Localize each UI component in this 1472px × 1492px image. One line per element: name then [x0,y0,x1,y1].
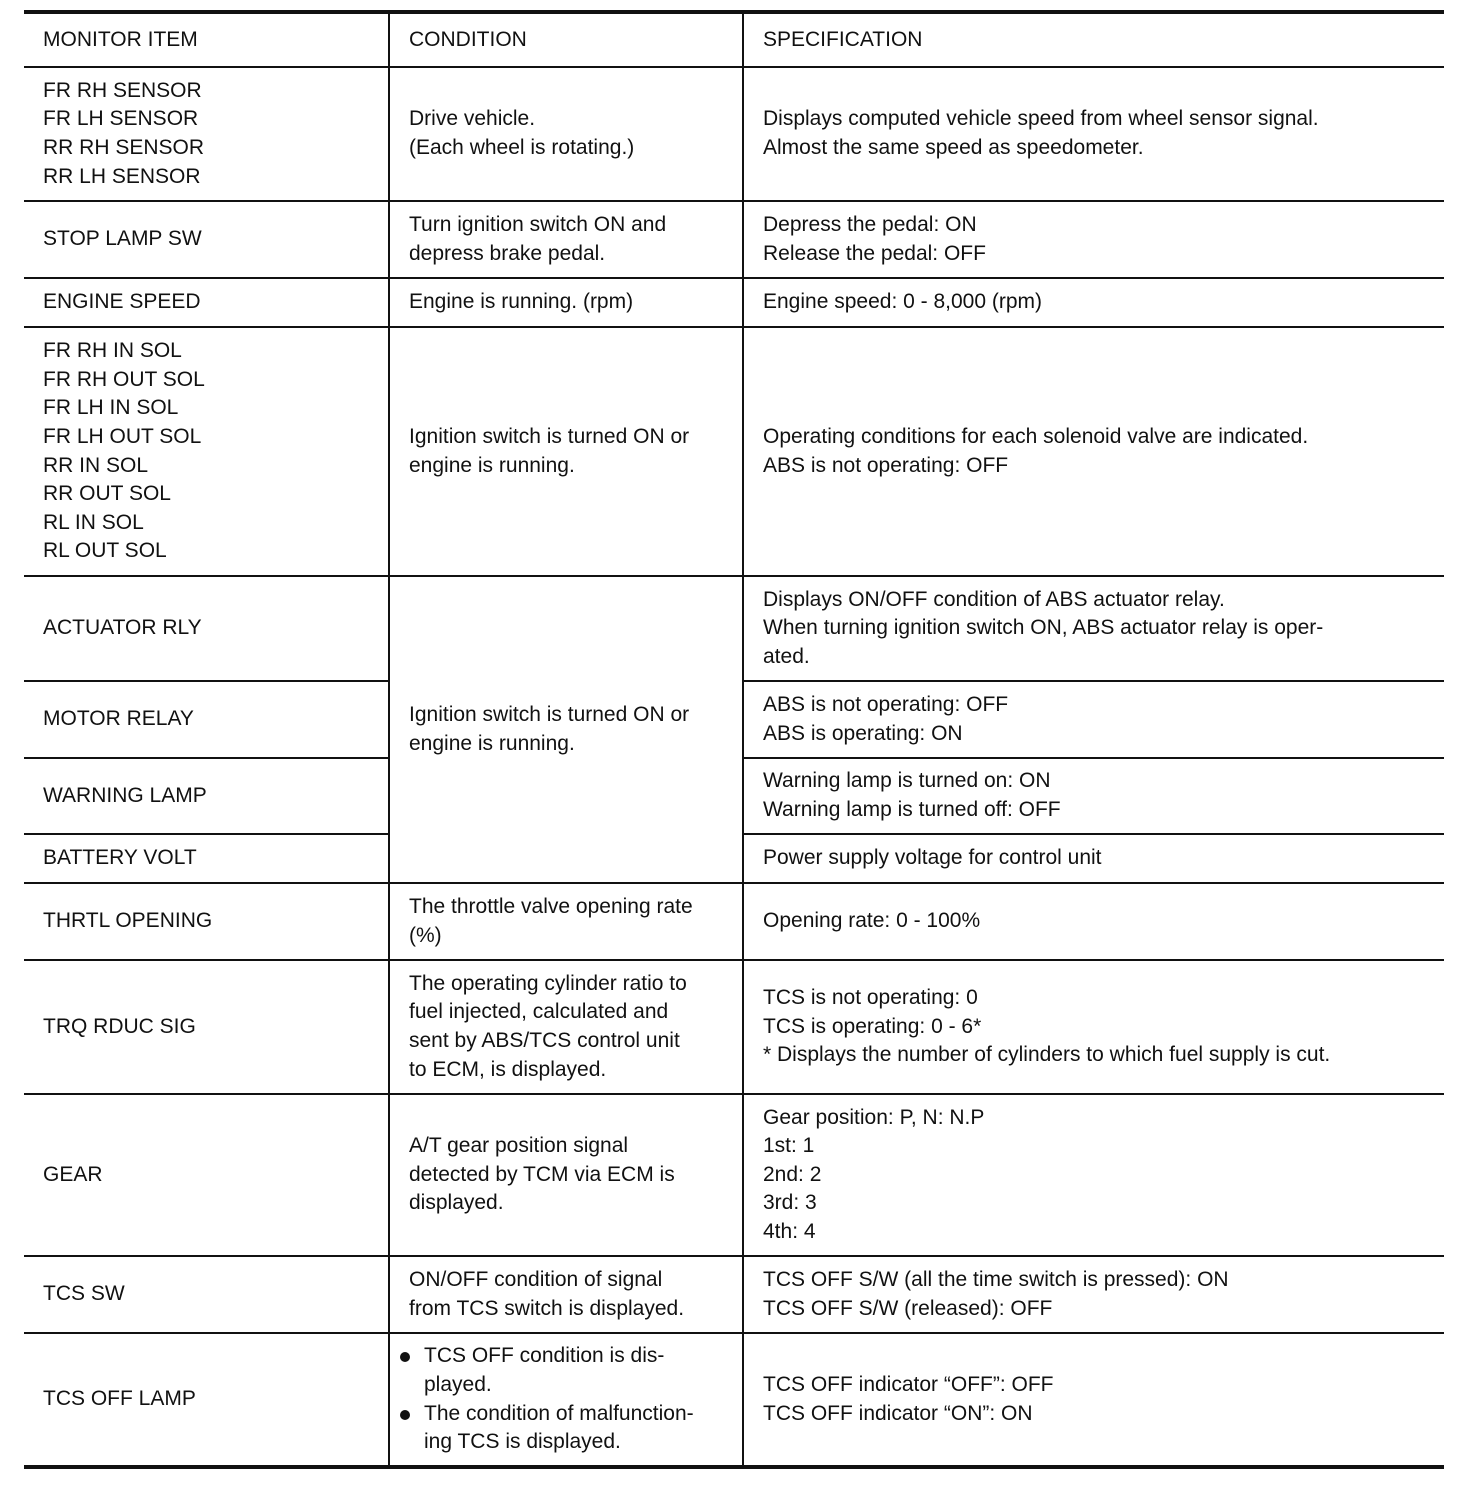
spec-cell [743,278,1444,327]
spec-text: ABS is not operating: OFF [763,453,1009,477]
item-cell [24,758,389,834]
item-label: GEAR [43,1162,103,1186]
monitor-item-document [24,10,1444,1469]
spec-text: Operating conditions for each solenoid valve are indicated. [763,424,1309,448]
spec-text: TCS is not operating: 0 [763,986,978,1010]
condition-cell [389,1256,743,1333]
item-label: ENGINE SPEED [43,290,201,314]
condition-cell [389,1094,743,1256]
condition-text: Engine is running. (rpm) [409,290,634,314]
spec-text: Warning lamp is turned off: OFF [763,798,1061,821]
spec-text: Displays computed vehicle speed from wheel sensor signal. [763,107,1319,131]
spec-cell [743,1256,1444,1333]
header-monitor-item: MONITOR ITEM [24,12,389,67]
spec-cell [743,681,1444,758]
item-label: FR LH SENSOR [43,107,199,131]
condition-text: depress brake pedal. [409,241,606,265]
table-header-row [24,12,1444,67]
condition-text: The operating cylinder ratio to [409,971,687,995]
spec-cell [743,67,1444,201]
item-cell [24,576,389,681]
table-row [24,201,1444,278]
spec-text: ABS is operating: ON [763,721,963,745]
condition-cell [389,883,743,960]
item-label: RR OUT SOL [43,482,171,506]
condition-text: (Each wheel is rotating.) [409,136,635,159]
item-label: THRTL OPENING [43,909,213,933]
condition-text: TCS OFF condition is dis- [424,1344,665,1368]
item-label: RR IN SOL [43,453,149,477]
spec-cell [743,576,1444,681]
spec-text: ated. [763,644,810,668]
condition-text: fuel injected, calculated and [409,1000,669,1024]
spec-cell [743,1094,1444,1256]
condition-text: A/T gear position signal [409,1134,629,1158]
table-row [24,327,1444,576]
item-label: ACTUATOR RLY [43,616,202,640]
condition-cell [389,576,743,883]
item-cell [24,681,389,758]
item-label: FR RH OUT SOL [43,367,205,391]
spec-cell [743,960,1444,1094]
spec-cell [743,201,1444,278]
table-row [24,576,1444,681]
spec-text: Gear position: P, N: N.P [763,1105,985,1129]
item-cell [24,1256,389,1333]
spec-text: 1st: 1 [763,1134,815,1158]
table-row [24,1333,1444,1467]
item-label: STOP LAMP SW [43,227,202,251]
spec-text: TCS OFF indicator “ON”: ON [763,1401,1033,1425]
table-row [24,1094,1444,1256]
item-cell [24,883,389,960]
condition-cell [389,960,743,1094]
condition-cell [389,1333,743,1467]
spec-text: Almost the same speed as speedometer. [763,136,1144,159]
spec-text: Warning lamp is turned on: ON [763,769,1051,793]
monitor-item-table [24,10,1444,1469]
condition-cell [389,67,743,201]
condition-text: ing TCS is displayed. [424,1430,621,1454]
condition-bullet [398,1342,742,1399]
condition-text: engine is running. [409,453,575,477]
table-row [24,278,1444,327]
item-label: FR RH SENSOR [43,78,202,102]
spec-text: Power supply voltage for control unit [763,846,1102,870]
condition-text: The condition of malfunction- [424,1401,694,1425]
condition-text: from TCS switch is displayed. [409,1296,685,1320]
spec-text: * Displays the number of cylinders to which fuel supply is cut. [763,1043,1331,1067]
spec-cell [743,883,1444,960]
item-label: BATTERY VOLT [43,846,197,870]
spec-text: Displays ON/OFF condition of ABS actuator relay. [763,587,1225,611]
condition-text: played. [424,1372,492,1396]
item-cell [24,327,389,576]
condition-text: ON/OFF condition of signal [409,1267,663,1291]
table-row [24,883,1444,960]
spec-cell [743,327,1444,576]
condition-text: Ignition switch is turned ON or [409,702,690,726]
condition-text: (%) [409,923,442,947]
condition-bullet [398,1400,742,1457]
item-cell [24,1333,389,1467]
spec-text: TCS OFF indicator “OFF”: OFF [763,1372,1054,1396]
item-cell [24,1094,389,1256]
item-cell [24,960,389,1094]
condition-text: Turn ignition switch ON and [409,212,667,236]
spec-text: When turning ignition switch ON, ABS actuator relay is oper- [763,616,1324,640]
item-label: RL OUT SOL [43,539,167,563]
item-cell [24,278,389,327]
condition-text: Drive vehicle. [409,107,536,131]
spec-text: TCS OFF S/W (released): OFF [763,1296,1053,1320]
header-specification: SPECIFICATION [743,12,1444,67]
spec-text: TCS OFF S/W (all the time switch is pressed): ON [763,1267,1229,1291]
spec-text: 2nd: 2 [763,1162,822,1186]
spec-cell [743,758,1444,834]
condition-cell [389,201,743,278]
item-label: FR LH IN SOL [43,396,179,420]
spec-text: TCS is operating: 0 - 6* [763,1014,982,1038]
condition-text: engine is running. [409,731,575,755]
table-row [24,1256,1444,1333]
condition-bullet-list [398,1342,742,1456]
item-cell [24,201,389,278]
item-label: TRQ RDUC SIG [43,1014,196,1038]
condition-text: detected by TCM via ECM is [409,1162,675,1186]
item-label: TCS OFF LAMP [43,1387,196,1411]
item-label: MOTOR RELAY [43,707,194,731]
item-cell [24,67,389,201]
table-row [24,67,1444,201]
spec-cell [743,1333,1444,1467]
item-cell [24,834,389,883]
condition-text: sent by ABS/TCS control unit [409,1029,680,1052]
spec-text: Depress the pedal: ON [763,212,977,236]
item-label: WARNING LAMP [43,783,207,807]
spec-text: 4th: 4 [763,1219,816,1243]
item-label: RR RH SENSOR [43,136,205,159]
item-label: TCS SW [43,1282,125,1306]
condition-cell [389,327,743,576]
condition-text: displayed. [409,1191,504,1215]
item-label: FR LH OUT SOL [43,424,202,448]
spec-text: 3rd: 3 [763,1191,817,1215]
header-condition: CONDITION [389,12,743,67]
spec-cell [743,834,1444,883]
condition-text: The throttle valve opening rate [409,894,693,918]
condition-cell [389,278,743,327]
item-label: RR LH SENSOR [43,164,201,188]
table-row [24,960,1444,1094]
condition-text: Ignition switch is turned ON or [409,424,690,448]
condition-text: to ECM, is displayed. [409,1057,607,1081]
spec-text: Engine speed: 0 - 8,000 (rpm) [763,290,1042,314]
item-label: FR RH IN SOL [43,339,182,363]
item-label: RL IN SOL [43,510,144,534]
spec-text: Opening rate: 0 - 100% [763,909,981,933]
spec-text: Release the pedal: OFF [763,241,986,265]
spec-text: ABS is not operating: OFF [763,692,1009,716]
